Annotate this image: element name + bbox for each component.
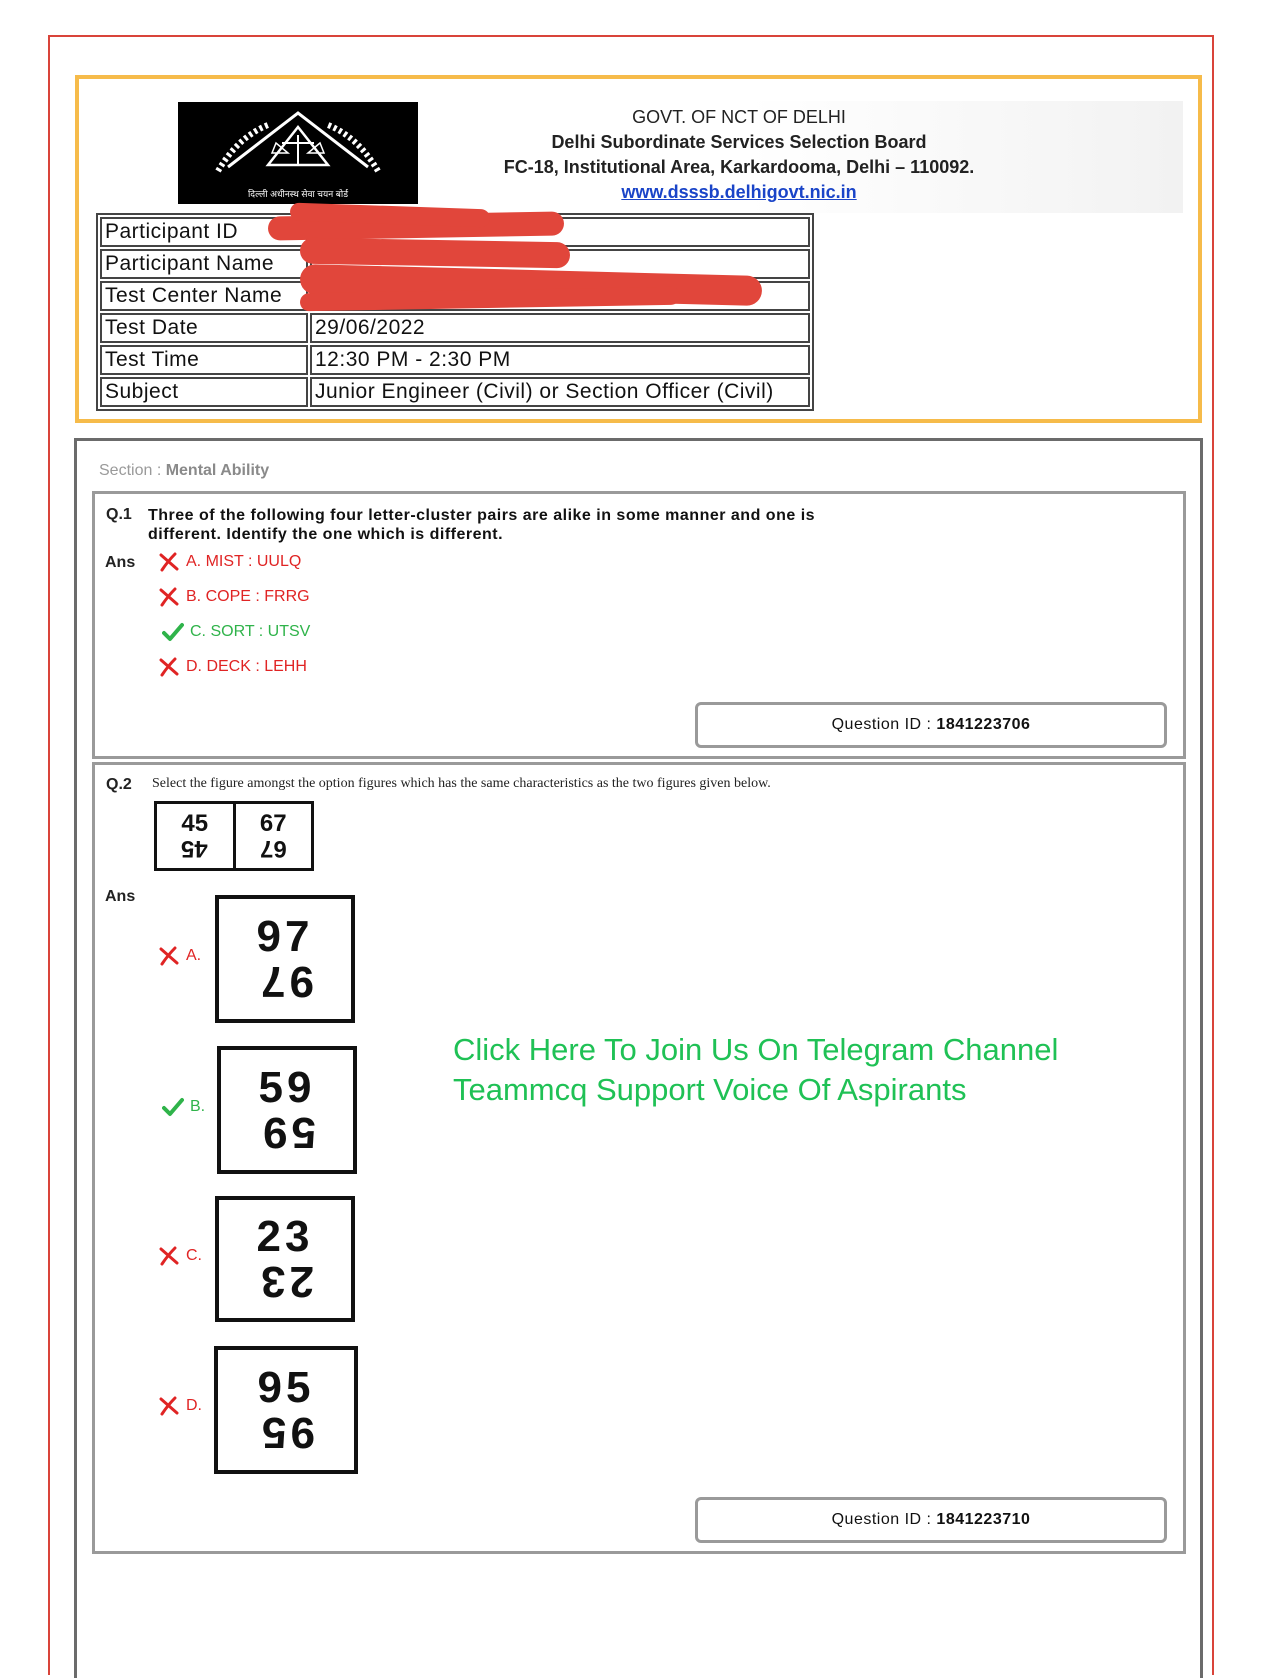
info-label: Participant Name xyxy=(100,249,308,279)
info-row xyxy=(100,345,810,375)
logo-caption: दिल्ली अधीनस्थ सेवा चयन बोर्ड xyxy=(247,188,349,199)
info-label: Test Time xyxy=(100,345,308,375)
question-text-line: Three of the following four letter-cluster pairs are alike in some manner and one is xyxy=(148,507,816,524)
section-label xyxy=(99,462,269,480)
header-address xyxy=(479,105,999,205)
figure-top: 97 xyxy=(256,912,314,961)
info-value: Junior Engineer (Civil) or Section Officer (Civil) xyxy=(310,377,810,407)
answer-label: Ans xyxy=(105,554,136,571)
scales-emblem-icon xyxy=(208,107,388,185)
question-id-box xyxy=(695,1497,1167,1543)
cross-icon xyxy=(158,1396,180,1416)
option-figure-a xyxy=(215,895,355,1023)
cross-icon xyxy=(158,552,180,572)
cross-icon xyxy=(158,587,180,607)
info-row xyxy=(100,313,810,343)
option-c xyxy=(158,1246,202,1266)
board-address: FC-18, Institutional Area, Karkardooma, Delhi – 110092. xyxy=(503,157,975,177)
option-figure-c xyxy=(215,1196,355,1322)
question-id-box xyxy=(695,702,1167,748)
option-text: C. SORT : UTSV xyxy=(190,623,311,640)
promo-line: Click Here To Join Us On Telegram Channel xyxy=(453,1032,1059,1067)
cross-icon xyxy=(158,1246,180,1266)
info-row xyxy=(100,377,810,407)
cross-icon xyxy=(158,946,180,966)
option-figure-d xyxy=(214,1346,358,1474)
option-b xyxy=(162,1097,205,1117)
question-number: Q.2 xyxy=(106,776,132,793)
question-text: Select the figure amongst the option figures which has the same characteristics as the two figures given below. xyxy=(152,776,771,791)
option-d xyxy=(158,1396,202,1416)
option-text: B. COPE : FRRG xyxy=(186,588,310,605)
question-text-line: different. Identify the one which is different. xyxy=(148,526,504,543)
figure-bottom-rotated: 67 xyxy=(259,835,287,862)
website-link[interactable]: www.dsssb.delhigovt.nic.in xyxy=(621,182,857,202)
option-figure-b xyxy=(217,1046,357,1174)
option-text: D. DECK : LEHH xyxy=(186,658,307,675)
question-number: Q.1 xyxy=(106,506,132,523)
question-text xyxy=(148,506,815,544)
dsssb-logo xyxy=(178,102,418,204)
option-a xyxy=(158,552,301,572)
option-text: A. MIST : UULQ xyxy=(186,553,302,570)
given-figure-cell xyxy=(157,804,233,868)
header-panel xyxy=(75,75,1202,423)
promo-line: Teammcq Support Voice Of Aspirants xyxy=(453,1072,967,1107)
figure-bottom-rotated: 95 xyxy=(257,1408,315,1457)
given-figure-cell xyxy=(233,804,312,868)
option-d xyxy=(158,657,307,677)
redaction-mark xyxy=(300,238,570,269)
given-figure-pair xyxy=(154,801,314,871)
figure-top: 95 xyxy=(257,1363,315,1412)
section-name: Mental Ability xyxy=(165,462,270,479)
figure-bottom-rotated: 59 xyxy=(258,1108,316,1157)
figure-top: 59 xyxy=(258,1063,316,1112)
section-prefix: Section : xyxy=(99,462,166,479)
option-a xyxy=(158,946,201,966)
check-icon xyxy=(162,1097,184,1117)
figure-bottom-rotated: 97 xyxy=(256,957,314,1006)
answer-label: Ans xyxy=(105,888,136,905)
question-id-label: Question ID : xyxy=(831,1511,932,1528)
figure-bottom-rotated: 23 xyxy=(256,1257,314,1306)
info-label: Test Date xyxy=(100,313,308,343)
figure-top: 67 xyxy=(259,810,287,837)
option-letter: D. xyxy=(186,1397,202,1414)
option-letter: A. xyxy=(186,947,202,964)
option-letter: B. xyxy=(190,1098,206,1115)
option-letter: C. xyxy=(186,1247,202,1264)
option-b xyxy=(158,587,310,607)
question-id-value: 1841223710 xyxy=(936,1511,1031,1528)
figure-top: 23 xyxy=(256,1212,314,1261)
info-label: Test Center Name xyxy=(100,281,308,311)
question-id-label: Question ID : xyxy=(831,716,932,733)
gov-title: GOVT. OF NCT OF DELHI xyxy=(632,107,846,127)
info-value: 29/06/2022 xyxy=(310,313,810,343)
board-name: Delhi Subordinate Services Selection Board xyxy=(551,132,927,152)
info-label: Participant ID xyxy=(100,217,308,247)
info-label: Subject xyxy=(100,377,308,407)
telegram-promo-link[interactable] xyxy=(453,1030,1058,1110)
info-value: 12:30 PM - 2:30 PM xyxy=(310,345,810,375)
check-icon xyxy=(162,622,184,642)
cross-icon xyxy=(158,657,180,677)
figure-bottom-rotated: 45 xyxy=(181,835,209,862)
figure-top: 45 xyxy=(181,810,209,837)
option-c xyxy=(162,622,310,642)
question-id-value: 1841223706 xyxy=(936,716,1031,733)
